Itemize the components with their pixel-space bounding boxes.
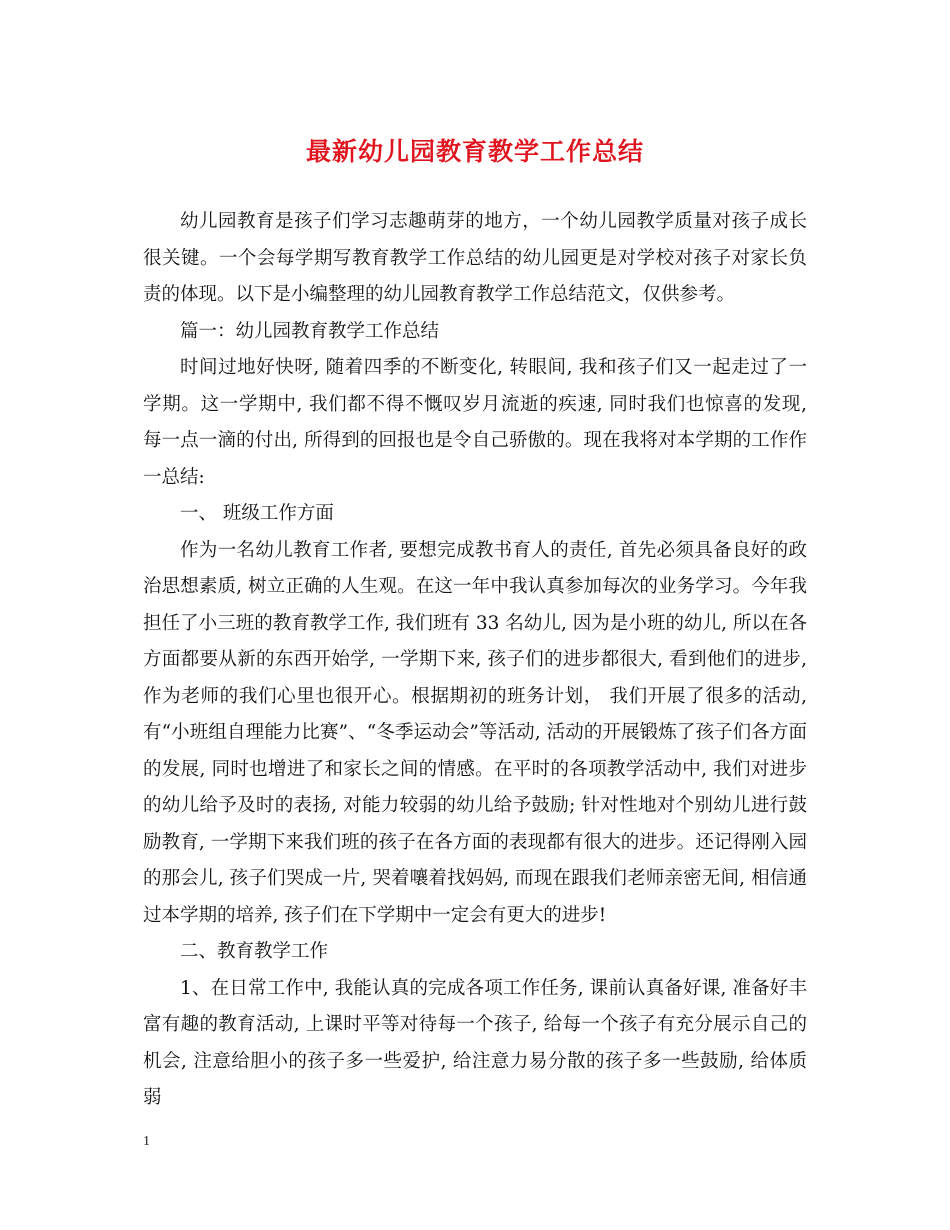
page-number: 1 <box>143 1134 150 1149</box>
teaching-work-paragraph: 1、在日常工作中, 我能认真的完成各项工作任务, 课前认真备好课, 准备好丰富有趣的教育活动, 上课时平等对待每一个孩子, 给每一个孩子有充分展示自己的机会, 注意给胆小的孩子多一些爱护, 给注意力易分散的孩子多一些鼓励, 给体质弱 <box>143 977 807 1108</box>
section-heading-teaching-work: 二、教育教学工作 <box>180 941 329 962</box>
document-title: 最新幼儿园教育教学工作总结 <box>305 137 644 166</box>
opening-paragraph: 时间过地好快呀, 随着四季的不断变化, 转眼间, 我和孩子们又一起走过了一学期。这一学期中, 我们都不得不慨叹岁月流逝的疾速, 同时我们也惊喜的发现, 每一点一滴的付出, 所得到的回报也是令自己骄傲的。现在我将对本学期的工作作一总结: <box>143 357 807 488</box>
document-body <box>143 204 807 1117</box>
class-work-paragraph: 作为一名幼儿教育工作者, 要想完成教书育人的责任, 首先必须具备良好的政治思想素质, 树立正确的人生观。在这一年中我认真参加每次的业务学习。今年我担任了小三班的教育教学工作, 我们班有 33 名幼儿, 因为是小班的幼儿, 所以在各方面都要从新的东西开始学, 一学期下来, 孩子们的进步都很大, 看到他们的进步, 作为老师的我们心里也很开心。根据期初的班务计划， 我们开展了很多的活动, 有“小班组自理能力比赛”、“冬季运动会”等活动, 活动的开展锻炼了孩子们各方面的发展, 同时也增进了和家长之间的情感。在平时的各项教学活动中, 我们对进步的幼儿给予及时的表扬, 对能力较弱的幼儿给予鼓励; 针对性地对个别幼儿进行鼓励教育, 一学期下来我们班的孩子在各方面的表现都有很大的进步。还记得刚入园的那会儿, 孩子们哭成一片, 哭着嚷着找妈妈, 而现在跟我们老师亲密无间, 相信通过本学期的培养, 孩子们在下学期中一定会有更大的进步! <box>143 539 807 926</box>
intro-paragraph: 幼儿园教育是孩子们学习志趣萌芽的地方，一个幼儿园教学质量对孩子成长很关键。一个会每学期写教育教学工作总结的幼儿园更是对学校对孩子对家长负责的体现。以下是小编整理的幼儿园教育教学工作总结范文，仅供参考。 <box>143 211 807 305</box>
section-heading-part-one: 篇一：幼儿园教育教学工作总结 <box>180 320 440 342</box>
section-heading-class-work: 一、 班级工作方面 <box>180 503 334 524</box>
